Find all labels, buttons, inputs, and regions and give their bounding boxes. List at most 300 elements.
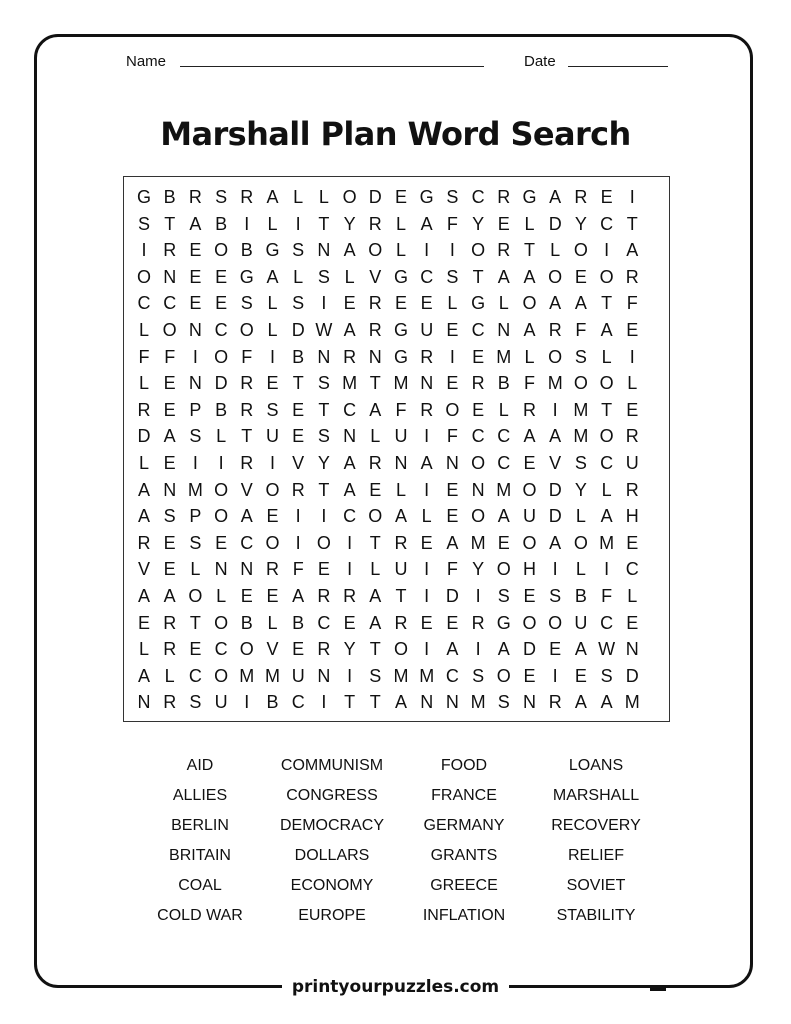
grid-letter[interactable]: S	[266, 399, 279, 420]
grid-letter[interactable]: S	[189, 426, 202, 447]
grid-letter[interactable]: E	[163, 453, 176, 473]
grid-letter[interactable]: T	[626, 213, 638, 234]
grid-letter[interactable]: Y	[317, 453, 330, 473]
grid-letter[interactable]: A	[240, 506, 253, 527]
grid-letter[interactable]: M	[265, 665, 280, 686]
grid-letter[interactable]: E	[523, 665, 536, 686]
grid-letter[interactable]: A	[163, 426, 176, 447]
grid-letter[interactable]: I	[424, 639, 430, 660]
grid-letter[interactable]: F	[241, 346, 253, 367]
grid-letter[interactable]: A	[137, 665, 150, 686]
grid-letter[interactable]: C	[625, 559, 639, 580]
grid-letter[interactable]: E	[446, 320, 459, 340]
grid-letter[interactable]: M	[239, 665, 255, 686]
grid-letter[interactable]: E	[215, 293, 228, 314]
grid-letter[interactable]: E	[266, 373, 279, 394]
grid-letter[interactable]: I	[604, 240, 610, 261]
grid-letter[interactable]: A	[574, 639, 587, 660]
grid-letter[interactable]: R	[394, 532, 408, 553]
grid-letter[interactable]: B	[574, 586, 587, 606]
grid-letter[interactable]: A	[369, 399, 382, 420]
grid-letter[interactable]: M	[573, 426, 589, 447]
grid-letter[interactable]: A	[343, 240, 356, 261]
grid-letter[interactable]: E	[446, 373, 459, 394]
grid-letter[interactable]: O	[214, 479, 229, 500]
grid-letter[interactable]: F	[164, 346, 176, 367]
grid-letter[interactable]: O	[548, 612, 563, 633]
grid-letter[interactable]: O	[368, 506, 383, 527]
grid-letter[interactable]: I	[604, 559, 610, 580]
grid-letter[interactable]: E	[523, 453, 536, 473]
grid-letter[interactable]: B	[163, 187, 176, 207]
grid-letter[interactable]: O	[471, 506, 486, 527]
grid-letter[interactable]: E	[420, 293, 433, 314]
grid-letter[interactable]: O	[548, 346, 563, 367]
grid-letter[interactable]: A	[549, 293, 562, 314]
grid-letter[interactable]: E	[420, 532, 433, 553]
grid-letter[interactable]: O	[522, 479, 537, 500]
grid-letter[interactable]: E	[574, 266, 587, 287]
grid-letter[interactable]: I	[449, 240, 455, 261]
grid-letter[interactable]: O	[573, 240, 588, 261]
grid-letter[interactable]: M	[624, 692, 640, 713]
grid-letter[interactable]: B	[292, 346, 305, 367]
grid-letter[interactable]: Y	[343, 639, 356, 660]
date-field-line[interactable]	[568, 66, 668, 67]
grid-letter[interactable]: C	[317, 612, 331, 633]
grid-letter[interactable]: A	[574, 293, 587, 314]
grid-letter[interactable]: O	[445, 399, 460, 420]
grid-letter[interactable]: L	[498, 293, 509, 314]
grid-letter[interactable]: S	[497, 692, 510, 713]
grid-letter[interactable]: M	[187, 479, 203, 500]
grid-letter[interactable]: T	[164, 213, 176, 234]
grid-letter[interactable]: L	[293, 187, 304, 207]
grid-letter[interactable]: O	[239, 320, 254, 340]
grid-letter[interactable]: O	[522, 612, 537, 633]
grid-letter[interactable]: U	[394, 426, 408, 447]
grid-letter[interactable]: C	[163, 293, 177, 314]
grid-letter[interactable]: B	[240, 612, 253, 633]
grid-letter[interactable]: E	[163, 532, 176, 553]
grid-letter[interactable]: S	[292, 240, 305, 261]
grid-letter[interactable]: A	[394, 692, 407, 713]
grid-letter[interactable]: C	[214, 320, 228, 340]
grid-letter[interactable]: C	[471, 187, 485, 207]
grid-letter[interactable]: N	[317, 346, 331, 367]
grid-letter[interactable]: A	[600, 506, 613, 527]
grid-letter[interactable]: M	[470, 692, 486, 713]
grid-letter[interactable]: R	[240, 187, 254, 207]
grid-letter[interactable]: S	[189, 532, 202, 553]
grid-letter[interactable]: R	[343, 586, 357, 606]
grid-letter[interactable]: I	[244, 213, 250, 234]
grid-letter[interactable]: R	[420, 399, 434, 420]
grid-letter[interactable]: E	[292, 426, 305, 447]
grid-letter[interactable]: A	[369, 586, 382, 606]
grid-letter[interactable]: E	[523, 586, 536, 606]
grid-letter[interactable]: L	[216, 426, 227, 447]
grid-letter[interactable]: I	[295, 532, 301, 553]
grid-letter[interactable]: N	[317, 665, 331, 686]
grid-letter[interactable]: D	[625, 665, 639, 686]
grid-letter[interactable]: O	[368, 240, 383, 261]
grid-letter[interactable]: C	[600, 612, 614, 633]
grid-letter[interactable]: E	[189, 266, 202, 287]
grid-letter[interactable]: U	[574, 612, 588, 633]
grid-letter[interactable]: I	[269, 346, 275, 367]
grid-letter[interactable]: R	[548, 692, 562, 713]
grid-letter[interactable]: I	[424, 426, 430, 447]
grid-letter[interactable]: E	[292, 639, 305, 660]
grid-letter[interactable]: I	[552, 399, 558, 420]
grid-letter[interactable]: R	[523, 399, 536, 420]
grid-letter[interactable]: O	[214, 612, 229, 633]
grid-letter[interactable]: T	[241, 426, 253, 447]
grid-letter[interactable]: M	[393, 665, 409, 686]
grid-letter[interactable]: L	[550, 240, 561, 261]
grid-letter[interactable]: U	[266, 426, 279, 447]
grid-letter[interactable]: C	[188, 665, 202, 686]
grid-letter[interactable]: S	[446, 266, 459, 287]
grid-letter[interactable]: O	[522, 532, 537, 553]
grid-letter[interactable]: V	[369, 266, 382, 287]
grid-letter[interactable]: U	[625, 453, 639, 473]
grid-letter[interactable]: O	[471, 453, 486, 473]
grid-letter[interactable]: N	[343, 426, 357, 447]
grid-letter[interactable]: D	[548, 506, 562, 527]
grid-letter[interactable]: O	[214, 346, 229, 367]
grid-letter[interactable]: S	[446, 187, 459, 207]
grid-letter[interactable]: E	[472, 399, 485, 420]
grid-letter[interactable]: S	[292, 293, 305, 314]
grid-letter[interactable]: E	[574, 665, 587, 686]
grid-letter[interactable]: M	[419, 665, 435, 686]
grid-letter[interactable]: R	[368, 293, 382, 314]
grid-letter[interactable]: R	[420, 346, 434, 367]
grid-letter[interactable]: S	[574, 453, 587, 473]
grid-letter[interactable]: O	[188, 586, 203, 606]
grid-letter[interactable]: R	[240, 373, 254, 394]
grid-letter[interactable]: E	[266, 506, 279, 527]
grid-letter[interactable]: A	[523, 426, 536, 447]
grid-letter[interactable]: D	[214, 373, 228, 394]
grid-letter[interactable]: L	[216, 586, 227, 606]
grid-letter[interactable]: Y	[343, 213, 356, 234]
grid-letter[interactable]: L	[524, 346, 535, 367]
name-field-line[interactable]	[180, 66, 484, 67]
grid-letter[interactable]: A	[549, 532, 562, 553]
grid-letter[interactable]: Y	[472, 213, 485, 234]
grid-letter[interactable]: E	[420, 612, 433, 633]
grid-letter[interactable]: O	[599, 426, 614, 447]
grid-letter[interactable]: L	[138, 639, 149, 660]
grid-letter[interactable]: A	[497, 506, 510, 527]
grid-letter[interactable]: C	[291, 692, 305, 713]
grid-letter[interactable]: C	[343, 399, 357, 420]
grid-letter[interactable]: A	[549, 187, 562, 207]
grid-letter[interactable]: E	[446, 612, 459, 633]
grid-letter[interactable]: A	[574, 692, 587, 713]
grid-letter[interactable]: N	[523, 692, 536, 713]
grid-letter[interactable]: Y	[574, 479, 587, 500]
grid-letter[interactable]: E	[497, 532, 510, 553]
grid-letter[interactable]: S	[163, 506, 176, 527]
grid-letter[interactable]: I	[347, 665, 353, 686]
grid-letter[interactable]: C	[137, 293, 151, 314]
grid-letter[interactable]: A	[394, 506, 407, 527]
grid-letter[interactable]: F	[446, 559, 458, 580]
grid-letter[interactable]: N	[240, 559, 254, 580]
grid-letter[interactable]: G	[419, 187, 434, 207]
grid-letter[interactable]: I	[424, 586, 430, 606]
grid-letter[interactable]: R	[343, 346, 357, 367]
grid-letter[interactable]: E	[343, 293, 356, 314]
grid-letter[interactable]: D	[291, 320, 305, 340]
grid-letter[interactable]: R	[163, 612, 177, 633]
grid-letter[interactable]: I	[192, 346, 198, 367]
grid-letter[interactable]: S	[215, 187, 228, 207]
grid-letter[interactable]: T	[344, 692, 356, 713]
grid-letter[interactable]: I	[295, 213, 301, 234]
grid-letter[interactable]: T	[369, 373, 381, 394]
grid-letter[interactable]: E	[446, 479, 459, 500]
grid-letter[interactable]: N	[163, 266, 177, 287]
grid-letter[interactable]: S	[317, 373, 330, 394]
grid-letter[interactable]: M	[547, 373, 563, 394]
grid-letter[interactable]: L	[318, 187, 329, 207]
grid-letter[interactable]: A	[420, 453, 433, 473]
grid-letter[interactable]: E	[266, 586, 279, 606]
grid-letter[interactable]: R	[625, 266, 639, 287]
grid-letter[interactable]: D	[137, 426, 151, 447]
grid-letter[interactable]: T	[318, 399, 330, 420]
grid-letter[interactable]: N	[420, 373, 434, 394]
grid-letter[interactable]: E	[394, 187, 407, 207]
grid-letter[interactable]: L	[601, 479, 612, 500]
grid-letter[interactable]: H	[523, 559, 536, 580]
grid-letter[interactable]: M	[342, 373, 358, 394]
grid-letter[interactable]: N	[394, 453, 408, 473]
grid-letter[interactable]: R	[368, 213, 382, 234]
grid-letter[interactable]: A	[446, 532, 459, 553]
grid-letter[interactable]: F	[446, 426, 458, 447]
grid-letter[interactable]: E	[343, 612, 356, 633]
grid-letter[interactable]: B	[215, 213, 228, 234]
grid-letter[interactable]: A	[163, 586, 176, 606]
grid-letter[interactable]: U	[420, 320, 434, 340]
grid-letter[interactable]: V	[137, 559, 150, 580]
grid-letter[interactable]: S	[240, 293, 253, 314]
grid-letter[interactable]: G	[393, 266, 408, 287]
grid-letter[interactable]: U	[523, 506, 536, 527]
grid-letter[interactable]: S	[472, 665, 485, 686]
grid-letter[interactable]: L	[267, 293, 278, 314]
grid-letter[interactable]: A	[343, 479, 356, 500]
grid-letter[interactable]: G	[496, 612, 511, 633]
grid-letter[interactable]: I	[347, 559, 353, 580]
grid-letter[interactable]: A	[549, 426, 562, 447]
grid-letter[interactable]: E	[472, 346, 485, 367]
grid-letter[interactable]: L	[138, 453, 149, 473]
grid-letter[interactable]: R	[137, 399, 151, 420]
grid-letter[interactable]: B	[292, 612, 305, 633]
grid-letter[interactable]: O	[265, 479, 280, 500]
grid-letter[interactable]: T	[369, 639, 381, 660]
grid-letter[interactable]: I	[192, 453, 198, 473]
grid-letter[interactable]: L	[395, 240, 406, 261]
grid-letter[interactable]: C	[471, 426, 485, 447]
grid-letter[interactable]: B	[266, 692, 279, 713]
grid-letter[interactable]: C	[497, 426, 511, 447]
grid-letter[interactable]: R	[317, 586, 331, 606]
grid-letter[interactable]: E	[394, 293, 407, 314]
grid-letter[interactable]: O	[316, 532, 331, 553]
grid-letter[interactable]: R	[625, 426, 639, 447]
grid-letter[interactable]: A	[497, 639, 510, 660]
grid-letter[interactable]: U	[291, 665, 305, 686]
grid-letter[interactable]: T	[318, 479, 330, 500]
grid-letter[interactable]: E	[317, 559, 330, 580]
grid-letter[interactable]: E	[626, 612, 639, 633]
grid-letter[interactable]: A	[600, 320, 613, 340]
grid-letter[interactable]: L	[370, 426, 381, 447]
grid-letter[interactable]: R	[394, 612, 408, 633]
footer-site-link[interactable]: printyourpuzzles.com	[282, 977, 509, 997]
grid-letter[interactable]: I	[424, 479, 430, 500]
grid-letter[interactable]: O	[573, 373, 588, 394]
grid-letter[interactable]: S	[369, 665, 382, 686]
grid-letter[interactable]: G	[136, 187, 151, 207]
grid-letter[interactable]: G	[393, 346, 408, 367]
grid-letter[interactable]: T	[601, 293, 613, 314]
grid-letter[interactable]: O	[214, 665, 229, 686]
grid-letter[interactable]: F	[524, 373, 535, 394]
grid-letter[interactable]: V	[266, 639, 279, 660]
grid-letter[interactable]: E	[215, 532, 228, 553]
grid-letter[interactable]: E	[163, 559, 176, 580]
grid-letter[interactable]: D	[548, 479, 562, 500]
grid-letter[interactable]: R	[266, 559, 279, 580]
grid-letter[interactable]: F	[575, 320, 587, 340]
grid-letter[interactable]: F	[446, 213, 458, 234]
grid-letter[interactable]: A	[626, 240, 639, 261]
grid-letter[interactable]: H	[625, 506, 639, 527]
grid-letter[interactable]: G	[471, 293, 486, 314]
grid-letter[interactable]: I	[321, 506, 327, 527]
grid-letter[interactable]: F	[292, 559, 304, 580]
grid-letter[interactable]: M	[470, 532, 486, 553]
grid-letter[interactable]: O	[599, 266, 614, 287]
grid-letter[interactable]: R	[497, 187, 511, 207]
grid-letter[interactable]: I	[141, 240, 147, 261]
grid-letter[interactable]: F	[626, 293, 638, 314]
grid-letter[interactable]: O	[573, 532, 588, 553]
grid-letter[interactable]: V	[240, 479, 253, 500]
grid-letter[interactable]: R	[471, 612, 485, 633]
grid-letter[interactable]: A	[266, 266, 279, 287]
grid-letter[interactable]: W	[315, 320, 333, 340]
grid-letter[interactable]: E	[446, 506, 459, 527]
grid-letter[interactable]: E	[137, 612, 150, 633]
grid-letter[interactable]: R	[240, 399, 254, 420]
grid-letter[interactable]: L	[498, 399, 509, 420]
grid-letter[interactable]: R	[317, 639, 331, 660]
grid-letter[interactable]: M	[573, 399, 589, 420]
grid-letter[interactable]: I	[629, 187, 635, 207]
grid-letter[interactable]: A	[292, 586, 305, 606]
grid-letter[interactable]: C	[420, 266, 434, 287]
grid-letter[interactable]: N	[214, 559, 228, 580]
grid-letter[interactable]: G	[265, 240, 280, 261]
grid-letter[interactable]: O	[214, 506, 229, 527]
grid-letter[interactable]: E	[369, 479, 382, 500]
grid-letter[interactable]: L	[138, 373, 149, 394]
grid-letter[interactable]: L	[395, 479, 406, 500]
grid-letter[interactable]: L	[164, 665, 175, 686]
grid-letter[interactable]: L	[370, 559, 381, 580]
grid-letter[interactable]: O	[162, 320, 177, 340]
grid-letter[interactable]: D	[523, 639, 536, 660]
grid-letter[interactable]: I	[347, 532, 353, 553]
grid-letter[interactable]: V	[549, 453, 562, 473]
grid-letter[interactable]: Y	[574, 213, 587, 234]
grid-letter[interactable]: F	[601, 586, 613, 606]
grid-letter[interactable]: V	[292, 453, 305, 473]
grid-letter[interactable]: C	[214, 639, 228, 660]
grid-letter[interactable]: P	[189, 399, 202, 420]
grid-letter[interactable]: O	[214, 240, 229, 261]
grid-letter[interactable]: I	[321, 293, 327, 314]
grid-letter[interactable]: L	[627, 373, 638, 394]
grid-letter[interactable]: T	[395, 586, 407, 606]
grid-letter[interactable]: L	[524, 213, 535, 234]
grid-letter[interactable]: I	[552, 665, 558, 686]
grid-letter[interactable]: R	[240, 453, 254, 473]
grid-letter[interactable]: I	[475, 639, 481, 660]
grid-letter[interactable]: T	[472, 266, 484, 287]
grid-letter[interactable]: E	[163, 399, 176, 420]
grid-letter[interactable]: M	[496, 479, 512, 500]
grid-letter[interactable]: E	[626, 320, 639, 340]
grid-letter[interactable]: I	[552, 559, 558, 580]
grid-letter[interactable]: A	[343, 453, 356, 473]
grid-letter[interactable]: S	[497, 586, 510, 606]
grid-letter[interactable]: E	[549, 639, 562, 660]
grid-letter[interactable]: E	[189, 293, 202, 314]
grid-letter[interactable]: A	[137, 586, 150, 606]
grid-letter[interactable]: L	[575, 559, 586, 580]
grid-letter[interactable]: C	[445, 665, 459, 686]
grid-letter[interactable]: S	[317, 426, 330, 447]
grid-letter[interactable]: B	[240, 240, 253, 261]
grid-letter[interactable]: E	[215, 266, 228, 287]
grid-letter[interactable]: S	[574, 346, 587, 367]
grid-letter[interactable]: R	[497, 240, 511, 261]
grid-letter[interactable]: A	[600, 692, 613, 713]
grid-letter[interactable]: I	[321, 692, 327, 713]
grid-letter[interactable]: F	[138, 346, 150, 367]
grid-letter[interactable]: G	[522, 187, 537, 207]
grid-letter[interactable]: A	[523, 266, 536, 287]
grid-letter[interactable]: A	[446, 639, 459, 660]
grid-letter[interactable]: R	[548, 320, 562, 340]
grid-letter[interactable]: N	[368, 346, 382, 367]
grid-letter[interactable]: E	[189, 639, 202, 660]
grid-letter[interactable]: C	[600, 453, 614, 473]
grid-letter[interactable]: O	[471, 240, 486, 261]
grid-letter[interactable]: R	[368, 453, 382, 473]
